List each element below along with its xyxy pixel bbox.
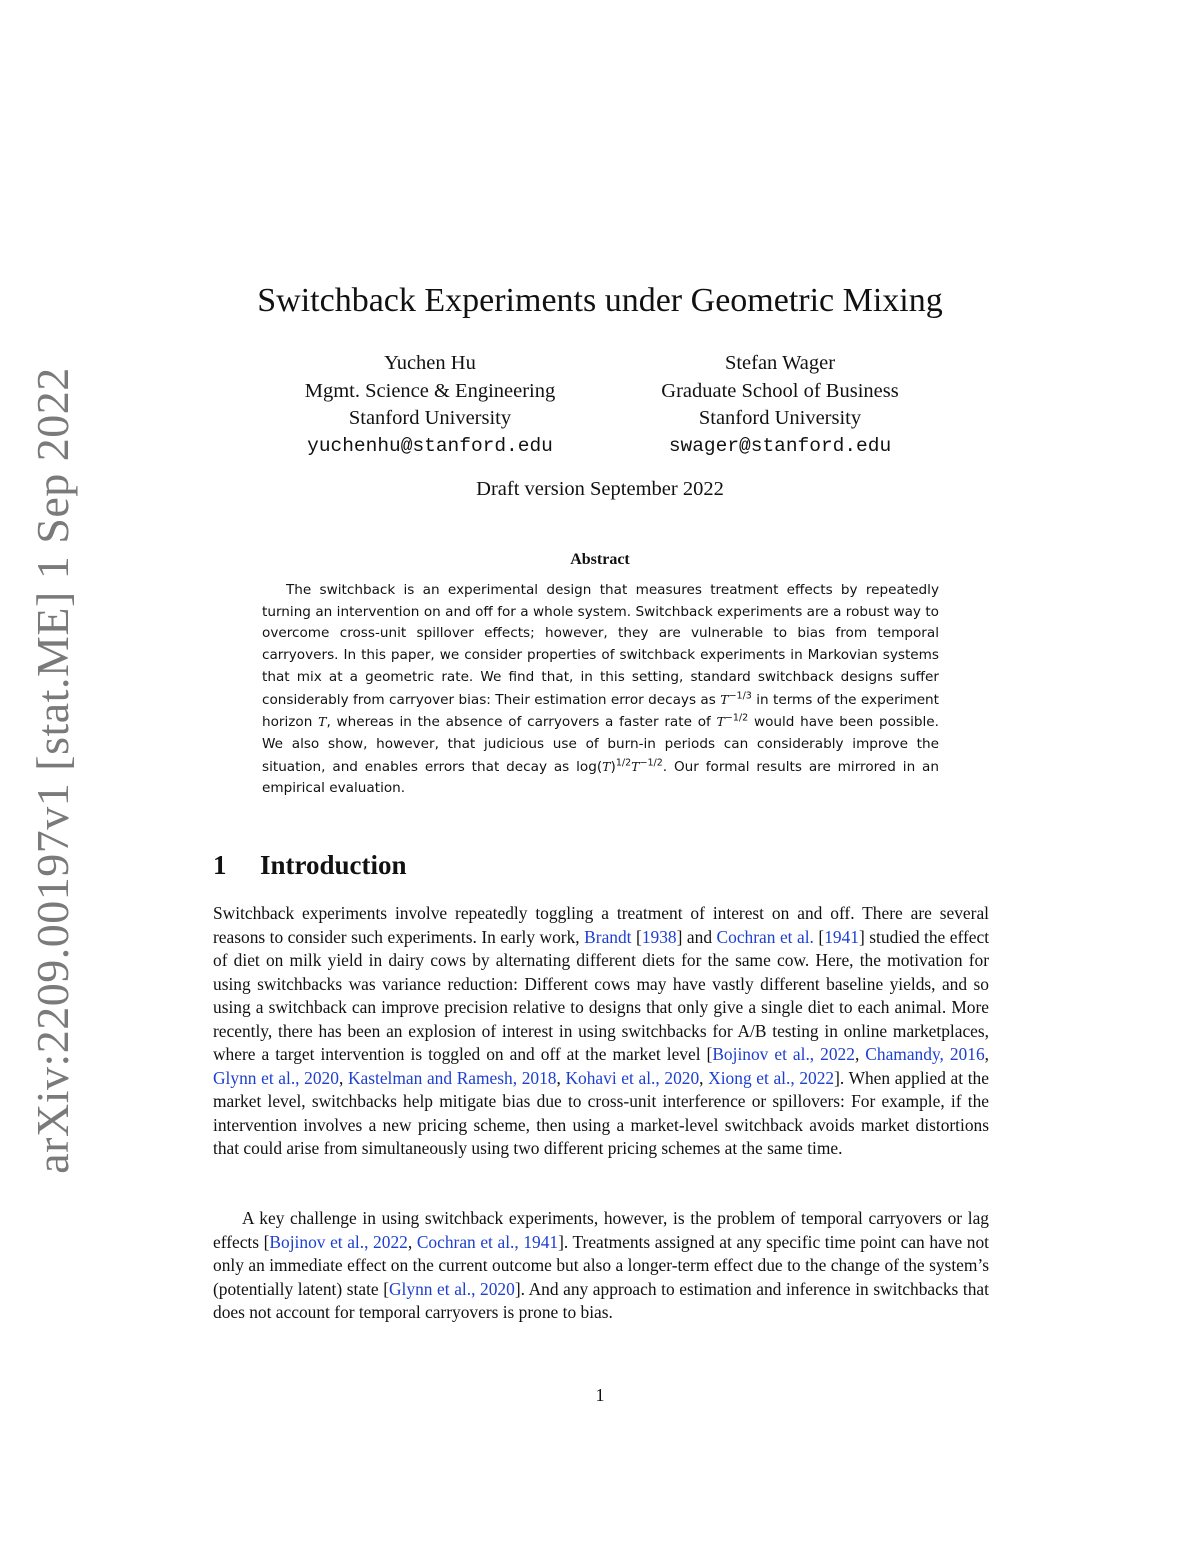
author-affiliation: Mgmt. Science & Engineering [304, 379, 556, 402]
citation-link[interactable]: 1941 [824, 926, 859, 947]
paragraph-text: , [699, 1067, 704, 1088]
math-symbol: T [716, 714, 725, 730]
math-symbol: T [602, 758, 611, 774]
math-symbol: T [318, 714, 327, 730]
paragraph-text: , [407, 1231, 413, 1252]
citation-link[interactable]: Brandt [584, 926, 632, 947]
paragraph-text: [ [636, 926, 642, 947]
citation-link[interactable]: 1938 [641, 926, 677, 947]
author-block-2 [580, 350, 980, 460]
paragraph-text: ]. When applied at the market level, switchbacks help mitigate bias due to cross-unit interference or spillovers: For example, if the intervention involves a new pricing scheme, then using a market-level switchback avoids market distortions that could arise from simultaneously using two different pricing schemes at the same time. [213, 1067, 989, 1158]
arxiv-identifier-text: arXiv:2209.00197v1 [stat.ME] 1 Sep 2022 [26, 366, 78, 1174]
citation-link[interactable]: Kastelman and Ramesh, 2018 [347, 1067, 557, 1088]
section-number: 1 [213, 850, 227, 880]
paragraph-text: , [556, 1067, 561, 1088]
citation-link[interactable]: Cochran et al. [716, 926, 814, 947]
section-heading [213, 850, 993, 881]
math-symbol: T [720, 691, 729, 707]
author-institution: Stanford University [348, 407, 512, 429]
abstract-segment: in terms of the experiment horizon [262, 691, 940, 731]
body-paragraph [213, 1207, 989, 1325]
arxiv-identifier-sidebar [12, 366, 92, 1174]
citation-link[interactable]: Bojinov et al., 2022 [269, 1231, 408, 1252]
paragraph-text: ]. Treatments assigned at any specific time point can have not only an immediate effect on the current outcome but also a longer-term effect due to the change of the system’s (potentially latent) state [ [213, 1231, 989, 1299]
abstract-text [262, 580, 939, 800]
author-email: yuchenhu@stanford.edu [307, 434, 553, 457]
citation-link[interactable]: Cochran et al., 1941 [416, 1231, 559, 1252]
abstract-segment: . Our formal results are mirrored in an empirical evaluation. [262, 758, 939, 797]
abstract-segment: , whereas in the absence of carryovers a faster rate of [326, 714, 711, 731]
draft-date: Draft version September 2022 [476, 478, 724, 500]
abstract-segment: ) [610, 758, 616, 775]
citation-link[interactable]: Chamandy, 2016 [865, 1044, 985, 1064]
abstract-segment: would have been possible. We also show, however, that judicious use of burn-in periods can considerably improve the situation, and enables errors that decay as log( [262, 714, 939, 775]
author-email: swager@stanford.edu [668, 434, 892, 457]
paragraph-text: ]. And any approach to estimation and inference in switchbacks that does not account for temporal carryovers is prone to bias. [213, 1278, 989, 1322]
author-institution: Stanford University [698, 407, 862, 429]
math-symbol: T [631, 758, 640, 774]
body-paragraph [213, 902, 989, 1161]
citation-link[interactable]: Kohavi et al., 2020 [565, 1067, 700, 1088]
author-affiliation: Graduate School of Business [661, 379, 899, 402]
paragraph-text: , [338, 1067, 344, 1088]
paper-title: Switchback Experiments under Geometric Mixing [257, 282, 943, 319]
math-exponent: −1/2 [639, 757, 663, 769]
author-name: Yuchen Hu [384, 352, 476, 374]
math-exponent: 1/2 [615, 757, 632, 769]
paragraph-text: , [854, 1044, 860, 1064]
section-title: Introduction [260, 850, 407, 880]
paragraph-text: [ [818, 926, 825, 947]
math-exponent: −1/2 [724, 712, 749, 724]
citation-link[interactable]: Glynn et al., 2020 [213, 1067, 339, 1088]
page-number: 1 [595, 1385, 605, 1405]
citation-link[interactable]: Glynn et al., 2020 [389, 1278, 515, 1299]
math-exponent: −1/3 [728, 689, 752, 701]
citation-link[interactable]: Bojinov et al., 2022 [712, 1044, 855, 1064]
paragraph-text: ] studied the effect of diet on milk yield in dairy cows by alternating different diets for the same cow. Here, the motivation for using switchbacks was variance reduction: Different cows may have vastly different baseline yields, and so using a switchback can improve precision relative to designs that only give a single diet to each animal. More recently, there has been an explosion of interest in using switchbacks for A/B testing in online marketplaces, where a target intervention is toggled on and off at the market level [ [213, 926, 990, 1064]
citation-link[interactable]: Xiong et al., 2022 [708, 1067, 835, 1088]
paragraph-text: Switchback experiments involve repeatedly toggling a treatment of interest on and off. There are several reasons to consider such experiments. In early work, [213, 903, 989, 947]
paragraph-text: ] and [676, 926, 713, 947]
paragraph-text: A key challenge in using switchback experiments, however, is the problem of temporal carryovers or lag effects [ [213, 1208, 989, 1252]
abstract-segment: The switchback is an experimental design that measures treatment effects by repeatedly turning an intervention on and off for a whole system. Switchback experiments are a robust way to overcome cross-unit spillover effects; however, they are vulnerable to bias from temporal carryovers. In this paper, we consider properties of switchback experiments in Markovian systems that mix at a geometric rate. We find that, in this setting, standard switchback designs suffer considerably from carryover bias: Their estimation error decays as [262, 582, 939, 708]
author-block-1 [230, 350, 630, 460]
paragraph-text: , [984, 1044, 989, 1064]
abstract-heading: Abstract [570, 551, 630, 568]
author-name: Stefan Wager [724, 352, 836, 374]
